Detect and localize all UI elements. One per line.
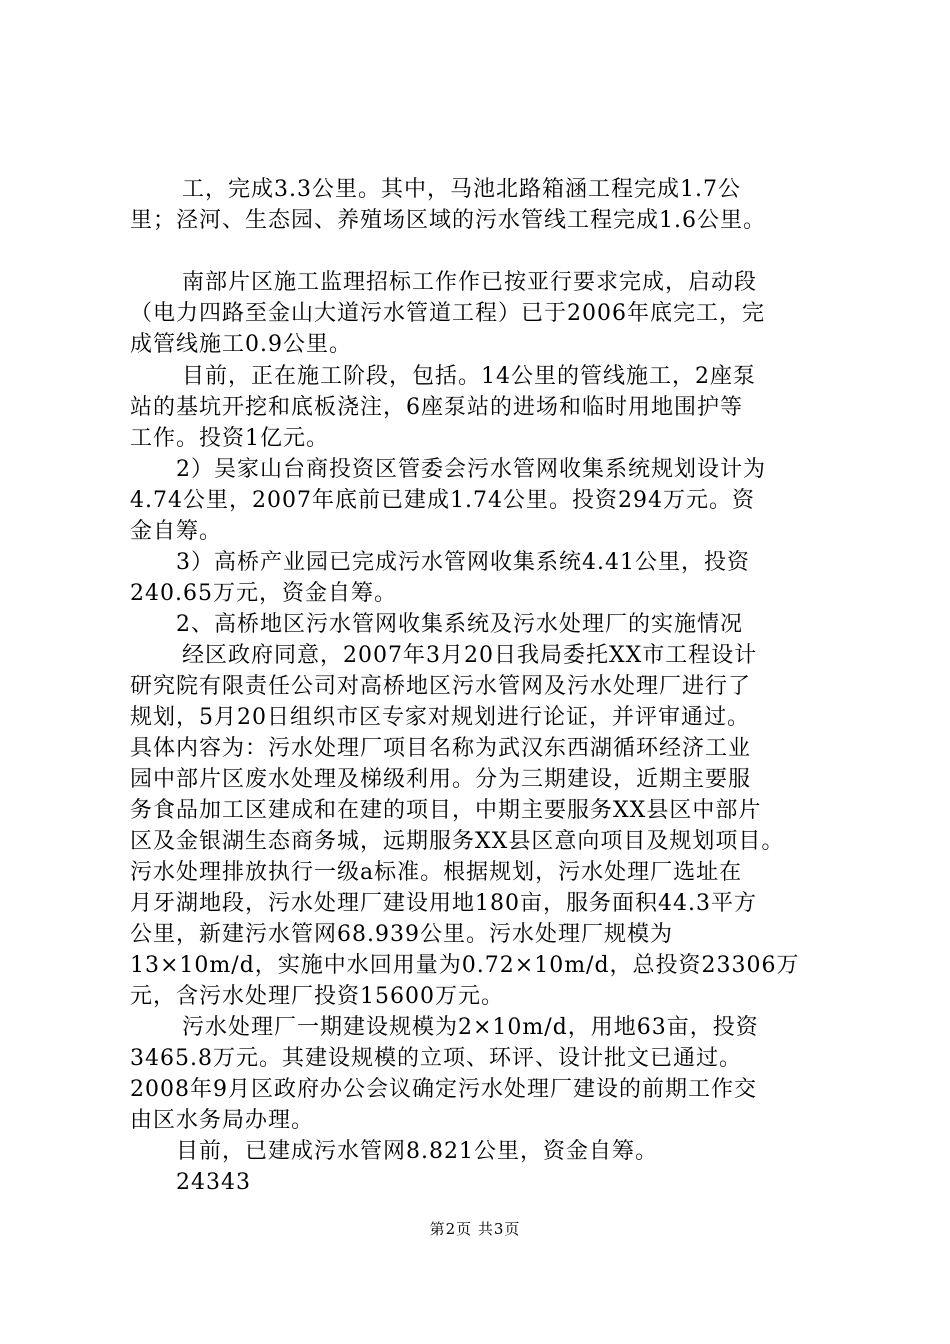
paragraph-8-line-1: 污水处理厂一期建设规模为2×10m/d，用地63亩，投资 bbox=[182, 1015, 759, 1040]
paragraph-1-line-2: 里；泾河、生态园、养殖场区域的污水管线工程完成1.6公里。 bbox=[130, 208, 766, 233]
paragraph-4-line-1: 2）吴家山台商投资区管委会污水管网收集系统规划设计为 bbox=[176, 457, 766, 482]
paragraph-3-line-1: 目前，正在施工阶段，包括。14公里的管线施工，2座泵 bbox=[182, 364, 756, 389]
paragraph-5-line-2: 240.65万元，资金自筹。 bbox=[130, 581, 397, 606]
paragraph-1-line-1: 工，完成3.3公里。其中，马池北路箱涵工程完成1.7公 bbox=[182, 177, 741, 202]
paragraph-3-line-3: 工作。投资1亿元。 bbox=[130, 426, 329, 451]
paragraph-7-line-8: 污水处理排放执行一级a标准。根据规划，污水处理厂选址在 bbox=[130, 860, 743, 885]
section-heading: 2、高桥地区污水管网收集系统及污水处理厂的实施情况 bbox=[176, 612, 743, 637]
paragraph-7-line-6: 务食品加工区建成和在建的项目，中期主要服务XX县区中部片 bbox=[130, 798, 762, 823]
paragraph-4-line-3: 金自筹。 bbox=[130, 519, 223, 544]
paragraph-7-line-3: 规划，5月20日组织市区专家对规划进行论证，并评审通过。 bbox=[130, 705, 750, 730]
paragraph-7-line-10: 公里，新建污水管网68.939公里。污水处理厂规模为 bbox=[130, 922, 673, 947]
paragraph-7-line-2: 研究院有限责任公司对高桥地区污水管网及污水处理厂进行了 bbox=[130, 674, 752, 699]
paragraph-7-line-1: 经区政府同意，2007年3月20日我局委托XX市工程设计 bbox=[182, 643, 758, 668]
trailing-number: 24343 bbox=[176, 1170, 251, 1195]
paragraph-7-line-9: 月牙湖地段，污水处理厂建设用地180亩，服务面积44.3平方 bbox=[130, 891, 757, 916]
paragraph-7-line-12: 元，含污水处理厂投资15600万元。 bbox=[130, 984, 504, 1009]
paragraph-9-line-1: 目前，已建成污水管网8.821公里，资金自筹。 bbox=[176, 1139, 658, 1164]
paragraph-8-line-2: 3465.8万元。其建设规模的立项、环评、设计批文已通过。 bbox=[130, 1046, 742, 1071]
paragraph-2-line-3: 成管线施工0.9公里。 bbox=[130, 332, 352, 357]
paragraph-8-line-3: 2008年9月区政府办公会议确定污水处理厂建设的前期工作交 bbox=[130, 1077, 757, 1102]
paragraph-7-line-5: 园中部片区废水处理及梯级利用。分为三期建设，近期主要服 bbox=[130, 767, 752, 792]
paragraph-7-line-7: 区及金银湖生态商务城，远期服务XX县区意向项目及规划项目。 bbox=[130, 829, 785, 854]
paragraph-4-line-2: 4.74公里，2007年底前已建成1.74公里。投资294万元。资 bbox=[130, 488, 755, 513]
paragraph-7-line-4: 具体内容为：污水处理厂项目名称为武汉东西湖循环经济工业 bbox=[130, 736, 752, 761]
page-footer: 第2页 共3页 bbox=[429, 1220, 521, 1238]
paragraph-2-line-1: 南部片区施工监理招标工作作已按亚行要求完成，启动段 bbox=[182, 270, 758, 295]
paragraph-5-line-1: 3）高桥产业园已完成污水管网收集系统4.41公里，投资 bbox=[176, 550, 750, 575]
paragraph-3-line-2: 站的基坑开挖和底板浇注，6座泵站的进场和临时用地围护等 bbox=[130, 395, 743, 420]
paragraph-7-line-11: 13×10m/d，实施中水回用量为0.72×10m/d，总投资23306万 bbox=[130, 953, 800, 978]
paragraph-2-line-2: （电力四路至金山大道污水管道工程）已于2006年底完工，完 bbox=[130, 301, 765, 326]
paragraph-8-line-4: 由区水务局办理。 bbox=[130, 1108, 315, 1133]
